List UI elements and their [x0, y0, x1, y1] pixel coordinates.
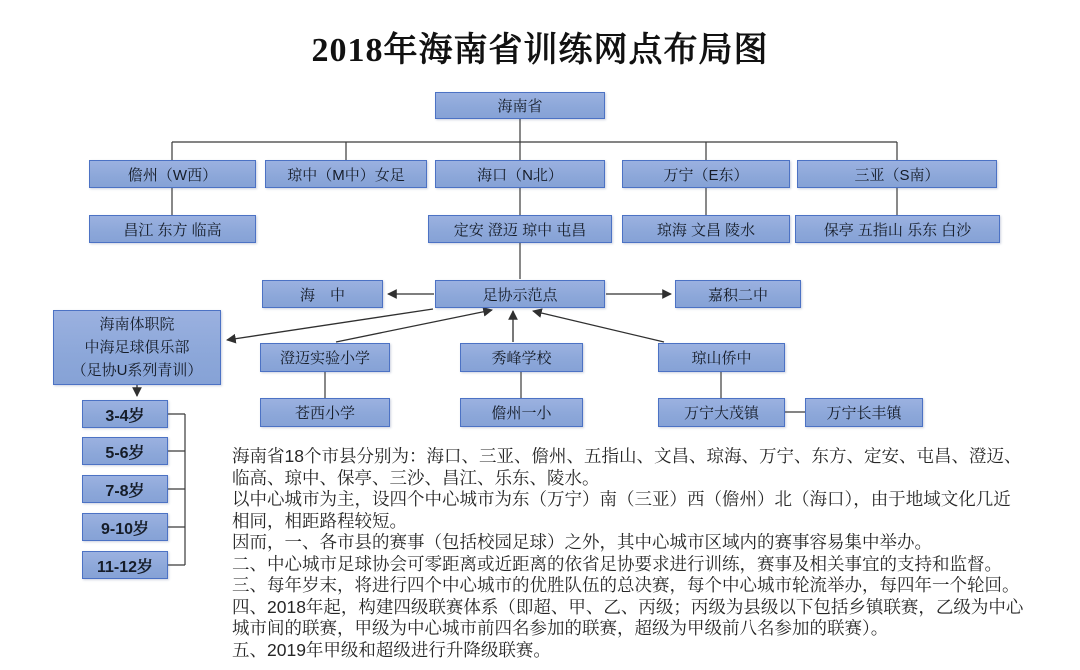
node-age-5-6: 5-6岁: [82, 437, 168, 465]
node-age-9-10: 9-10岁: [82, 513, 168, 541]
node-qiongshan-qiaozhong: 琼山侨中: [658, 343, 785, 372]
note-line: 相同，相距路程较短。: [232, 510, 407, 531]
node-haikou-north: 海口（N北）: [435, 160, 605, 188]
note-line: 二、中心城市足球协会可零距离或近距离的依省足协要求进行训练，赛事及相关事宜的支持和监督。: [232, 553, 1002, 574]
note-line: 海南省18个市县分别为：海口、三亚、儋州、五指山、文昌、琼海、万宁、东方、定安、屯昌、澄迈、: [232, 446, 1022, 466]
node-chengmai-exp-primary: 澄迈实验小学: [260, 343, 390, 372]
node-counties-south: 保亭 五指山 乐东 白沙: [795, 215, 1000, 243]
node-xiufeng-school: 秀峰学校: [460, 343, 583, 372]
note-line: 五、2019年甲级和超级进行升降级联赛。: [232, 639, 551, 660]
node-qiongzhong-women: 琼中（M中）女足: [265, 160, 427, 188]
node-fa-demo-site: 足协示范点: [435, 280, 605, 308]
notes-block: [232, 446, 1078, 661]
node-wanning-east: 万宁（E东）: [622, 160, 790, 188]
node-danzhou-west: 儋州（W西）: [89, 160, 256, 188]
node-wanning-damao: 万宁大茂镇: [658, 398, 785, 427]
node-sanya-south: 三亚（S南）: [797, 160, 997, 188]
node-age-7-8: 7-8岁: [82, 475, 168, 503]
diagram-title: 2018年海南省训练网点布局图: [311, 32, 769, 69]
note-line: 以中心城市为主，设四个中心城市为东（万宁）南（三亚）西（儋州）北（海口），由于地域文化几近: [232, 489, 1011, 509]
node-cangxi-primary: 苍西小学: [260, 398, 390, 427]
node-haizhong: 海 中: [262, 280, 383, 308]
node-counties-west: 昌江 东方 临高: [89, 215, 256, 243]
node-danzhou-no1-primary: 儋州一小: [460, 398, 583, 427]
node-hainan-province: 海南省: [435, 92, 605, 119]
node-tizhiyuan-line3: （足协U系列青训）: [71, 362, 203, 379]
node-age-3-4: 3-4岁: [82, 400, 168, 428]
node-age-11-12: 11-12岁: [82, 551, 168, 579]
note-line: 城市间的联赛，甲级为中心城市前四名参加的联赛，超级为甲级前八名参加的联赛）。: [232, 618, 889, 638]
node-tizhiyuan-club: [53, 310, 221, 385]
note-line: 临高、琼中、保亭、三沙、昌江、乐东、陵水。: [232, 467, 600, 488]
node-counties-north: 定安 澄迈 琼中 屯昌: [428, 215, 612, 243]
node-tizhiyuan-line1: 海南体职院: [99, 316, 175, 333]
note-line: 四、2018年起，构建四级联赛体系（即超、甲、乙、丙级；丙级为县级以下包括乡镇联赛，乙级为中心: [232, 596, 1024, 617]
node-tizhiyuan-line2: 中海足球俱乐部: [84, 339, 190, 356]
node-jiaji-no2-middle: 嘉积二中: [675, 280, 801, 308]
node-wanning-changfeng: 万宁长丰镇: [805, 398, 923, 427]
node-counties-east: 琼海 文昌 陵水: [622, 215, 790, 243]
note-line: 因而，一、各市县的赛事（包括校园足球）之外，其中心城市区域内的赛事容易集中举办。: [232, 532, 932, 552]
note-line: 三、每年岁末，将进行四个中心城市的优胜队伍的总决赛，每个中心城市轮流举办，每四年一个轮回。: [232, 575, 1020, 595]
